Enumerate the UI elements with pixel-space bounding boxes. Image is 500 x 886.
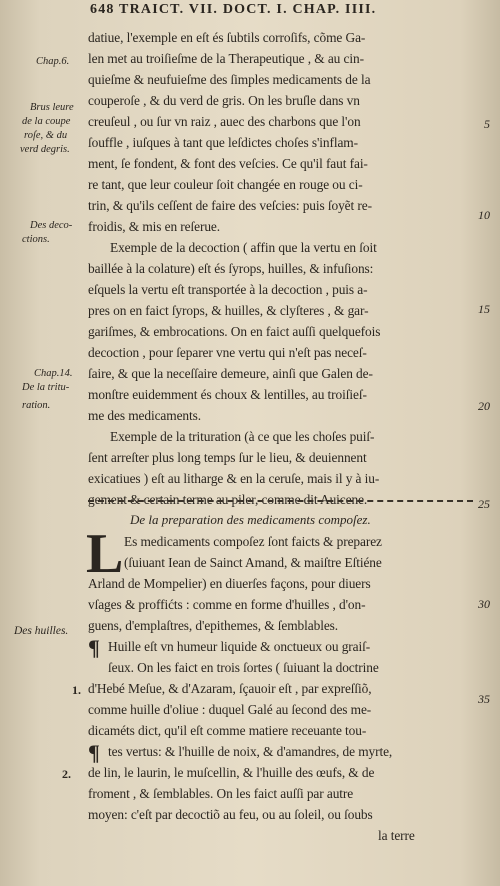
text-line: vſages & proffićts : comme en forme d'huilles , d'on- [88,597,366,612]
text-line: ſouffle , iuſques à tant que leſdictes choſes s'inflam- [88,135,358,150]
text-line: moyen: c'eſt par decoctiõ au feu, ou au ſoleil, ou ſoubs [88,807,373,822]
text-line: gariſmes, & embrocations. On en faict auſſi quelquefois [88,324,381,339]
margin-note: verd degris. [20,144,70,155]
margin-note: Chap.6. [36,56,70,67]
margin-note: De la tritu- [22,382,70,393]
text-line: eſquels la vertu eſt transportée à la decoction , puis a- [88,282,368,297]
text-line: trin, & qu'ils ceſſent de faire des veſcies: puis ſoyẽt re- [88,198,372,213]
margin-note: de la coupe [22,116,71,127]
text-line: de lin, le laurin, le muſcellin, & l'huille des œufs, & de [88,765,375,780]
text-line: monſtre euidemment és choux & lentilles, au troiſieſ- [88,387,367,402]
line-number: 15 [478,302,490,316]
text-line: creuſeul , ou ſur vn raiz , auec des charbons que l'on [88,114,361,129]
text-line: Exemple de la decoction ( affin que la vertu en ſoit [110,240,377,255]
text-line: quieſme & neufuieſme des ſimples medicaments de la [88,72,371,87]
text-line: baillée à la colature) eſt és ſyrops, huilles, & infuſions: [88,261,374,276]
margin-note: Chap.14. [34,368,73,379]
text-line: Arland de Mompelier) en diuerſes façons, pour diuers [88,576,371,591]
line-number: 35 [478,692,490,706]
text-line: (ſuiuant Iean de Sainct Amand, & maiſtre Eſtiéne [124,555,382,570]
margin-note: ration. [22,400,51,411]
margin-note: Des deco- [30,220,73,231]
text-line: tes vertus: & l'huille de noix, & d'amandres, de myrte, [108,744,393,759]
line-number: 30 [478,597,490,611]
text-line: Exemple de la trituration (à ce que les choſes puiſ- [110,429,375,444]
text-line: dicaméts dict, qu'il eſt comme matiere receuante tou- [88,723,367,738]
text-line: Huille eſt vn humeur liquide & onctueux ou graiſ- [108,639,371,654]
text-line: ſent arreſter plus long temps ſur le lieu, & deuiennent [88,450,367,465]
text-line: couperoſe , & du verd de gris. On les bruſle dans vn [88,93,360,108]
text-line: me des medicaments. [88,408,201,423]
text-line: d'Hebé Meſue, & d'Azaram, ſçauoir eſt , par expreſſiõ, [88,681,372,696]
text-line: guens, d'emplaſtres, d'epithemes, & ſemblables. [88,618,339,633]
margin-note: Brus leure [30,102,74,113]
text-line: ment, ſe fondent, & font des veſcies. Ce qu'il faut fai- [88,156,368,171]
drop-cap: L [86,523,124,585]
paragraph-mark-icon: ¶ [88,635,100,660]
item-number: 1. [72,683,81,697]
text-line: ſeux. On les faict en trois ſortes ( ſuiuant la doctrine [108,660,379,675]
item-number: 2. [62,767,71,781]
margin-note: ctions. [22,234,50,245]
margin-note: roſe, & du [24,130,68,141]
text-line: gement & certain terme au piler, comme dit Auicene. [88,492,368,507]
text-line: froment , & ſemblables. On les faict auſſi par autre [88,786,354,801]
text-line: Es medicaments compoſez ſont faicts & preparez [124,534,382,549]
text-line: datiue, l'exemple en eſt és ſubtils corroſifs, cõme Ga- [88,30,366,45]
section-rule [88,500,473,502]
paragraph-mark-icon: ¶ [88,740,100,765]
text-line: re tant, que leur couleur ſoit changée en rouge ou ci- [88,177,363,192]
line-number: 10 [478,208,490,222]
section-title: De la preparation des medicaments compoſez. [130,512,371,527]
line-number: 20 [478,399,490,413]
text-line: pres on en faict ſyrops, & huilles, & clyſteres , & gar- [88,303,369,318]
margin-note: Des huilles. [14,625,69,637]
line-number: 5 [484,117,490,131]
running-header: 648 TRAICT. VII. DOCT. I. CHAP. IIII. [90,2,377,17]
text-line: la terre [378,828,415,843]
text-line: ſaire, & que la neceſſaire demeure, ainſi que Galen de- [88,366,373,381]
text-line: comme huille d'oliue : duquel Galé au ſecond des me- [88,702,372,717]
text-line: len met au troiſieſme de la Therapeutique , & au cin- [88,51,364,66]
text-line: exicatiues ) eſt au litharge & en la ceruſe, mais il y à iu- [88,471,380,486]
text-line: froidis, & mis en reſerue. [88,219,221,234]
text-line: decoction , pour ſeparer vne vertu qui n'eſt pas neceſ- [88,345,367,360]
line-number: 25 [478,497,490,511]
